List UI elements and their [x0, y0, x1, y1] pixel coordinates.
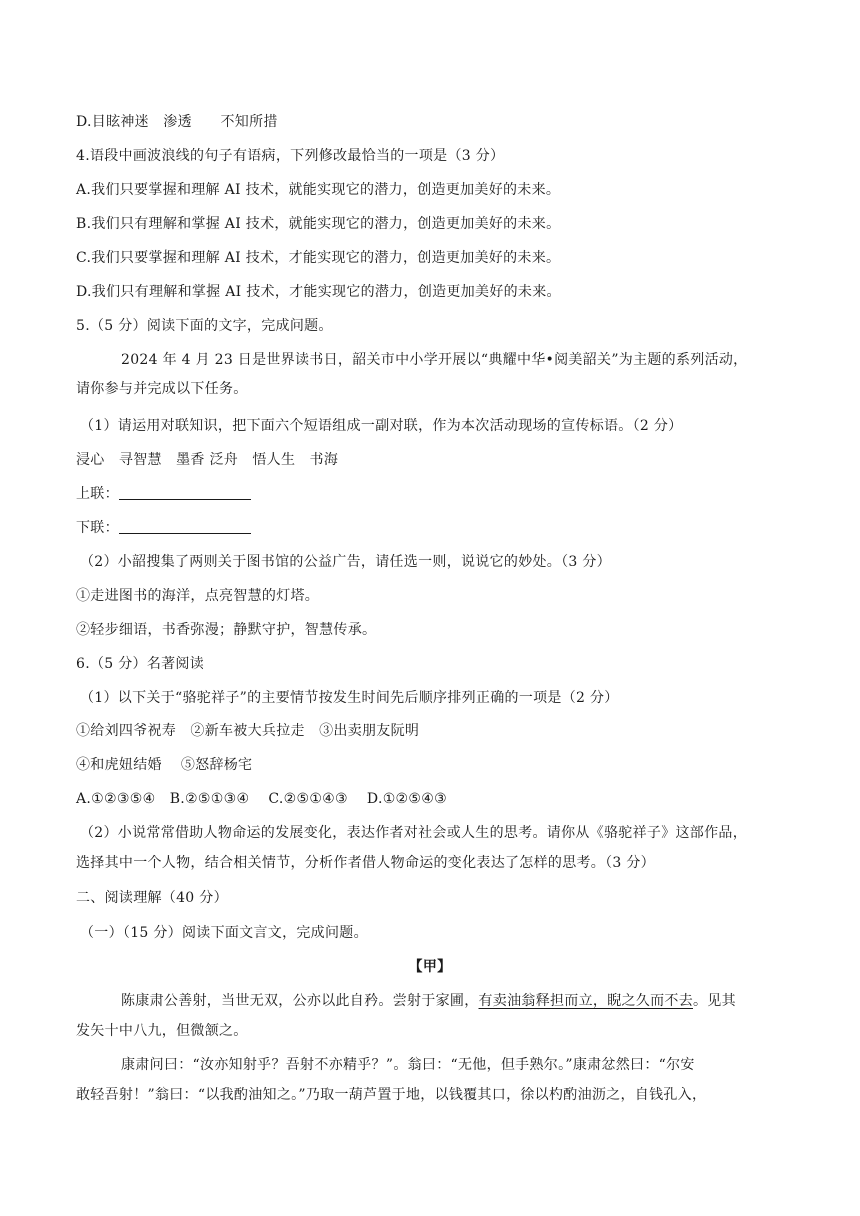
q4-stem: 4.语段中画波浪线的句子有语病，下列修改最恰当的一项是（3 分）	[76, 148, 505, 164]
q6-stem: 6.（5 分）名著阅读	[76, 656, 205, 672]
upper-couplet-blank[interactable]	[119, 485, 251, 500]
lower-couplet-row	[76, 518, 251, 538]
q6-part2-line-2: 选择其中一个人物，结合相关情节，分析作者借人物命运的变化表达了怎样的思考。（3 分）	[76, 855, 655, 871]
passage-p1-line-2: 发矢十中八九，但微颔之。	[76, 1023, 248, 1039]
q6-part1: （1）以下关于“骆驼祥子”的主要情节按发生时间先后顺序排列正确的一项是（2 分）	[80, 690, 619, 706]
section2-sub1: （一）（15 分）阅读下面文言文，完成问题。	[80, 925, 368, 941]
upper-couplet-row	[76, 484, 251, 504]
q5-ad-2: ②轻步细语，书香弥漫；静默守护，智慧传承。	[76, 622, 377, 638]
passage-jia-title: 【甲】	[408, 959, 452, 975]
q3-option-d: D.目眩神迷 渗透 不知所措	[76, 114, 278, 130]
passage-p1-underlined: 有卖油翁释担而立，睨之久而不去	[478, 993, 693, 1009]
q5-intro-line-2: 请你参与并完成以下任务。	[76, 381, 248, 397]
lower-couplet-blank[interactable]	[119, 519, 251, 534]
passage-p2-line-1: 康肃问曰：“汝亦知射乎？吾射不亦精乎？”。翁曰：“无他，但手熟尔。”康肃忿然曰：“尔安	[121, 1057, 695, 1073]
upper-couplet-label: 上联：	[76, 486, 119, 502]
q6-events-line-2: ④和虎妞结婚 ⑤怒辞杨宅	[76, 757, 253, 773]
q6-events-line-1: ①给刘四爷祝寿 ②新车被大兵拉走 ③出卖朋友阮明	[76, 723, 420, 739]
q6-options: A.①②③⑤④ B.②⑤①③④ C.②⑤①④③ D.①②⑤④③	[76, 791, 447, 807]
q5-phrases: 浸心 寻智慧 墨香 泛舟 悟人生 书海	[76, 452, 339, 468]
q5-part1: （1）请运用对联知识，把下面六个短语组成一副对联，作为本次活动现场的宣传标语。（2 分）	[80, 418, 683, 434]
q5-intro-line-1: 2024 年 4 月 23 日是世界读书日，韶关市中小学开展以“典耀中华•阅美韶关”为主题的系列活动，	[121, 352, 748, 368]
q5-ad-1: ①走进图书的海洋，点亮智慧的灯塔。	[76, 588, 320, 604]
passage-p1-line-1	[121, 991, 736, 1011]
q4-option-c: C.我们只要掌握和理解 AI 技术，才能实现它的潜力，创造更加美好的未来。	[76, 250, 561, 266]
passage-p2-line-2: 敢轻吾射！”翁曰：“以我酌油知之。”乃取一葫芦置于地，以钱覆其口，徐以杓酌油沥之，自钱孔入，	[76, 1087, 707, 1103]
q5-stem: 5.（5 分）阅读下面的文字，完成问题。	[76, 318, 333, 334]
section2-title: 二、阅读理解（40 分）	[76, 890, 228, 906]
q4-option-a: A.我们只要掌握和理解 AI 技术，就能实现它的潜力，创造更加美好的未来。	[76, 182, 561, 198]
passage-p1-text-a: 陈康肃公善射，当世无双，公亦以此自矜。尝射于家圃，	[121, 993, 479, 1009]
q4-option-b: B.我们只有理解和掌握 AI 技术，就能实现它的潜力，创造更加美好的未来。	[76, 216, 561, 232]
lower-couplet-label: 下联：	[76, 520, 119, 536]
passage-p1-text-b: 。见其	[693, 993, 736, 1009]
q6-part2-line-1: （2）小说常常借助人物命运的发展变化，表达作者对社会或人生的思考。请你从《骆驼祥子》这部作品，	[80, 825, 748, 841]
q4-option-d: D.我们只有理解和掌握 AI 技术，才能实现它的潜力，创造更加美好的未来。	[76, 284, 561, 300]
q5-part2: （2）小韶搜集了两则关于图书馆的公益广告，请任选一则，说说它的妙处。（3 分）	[80, 554, 611, 570]
